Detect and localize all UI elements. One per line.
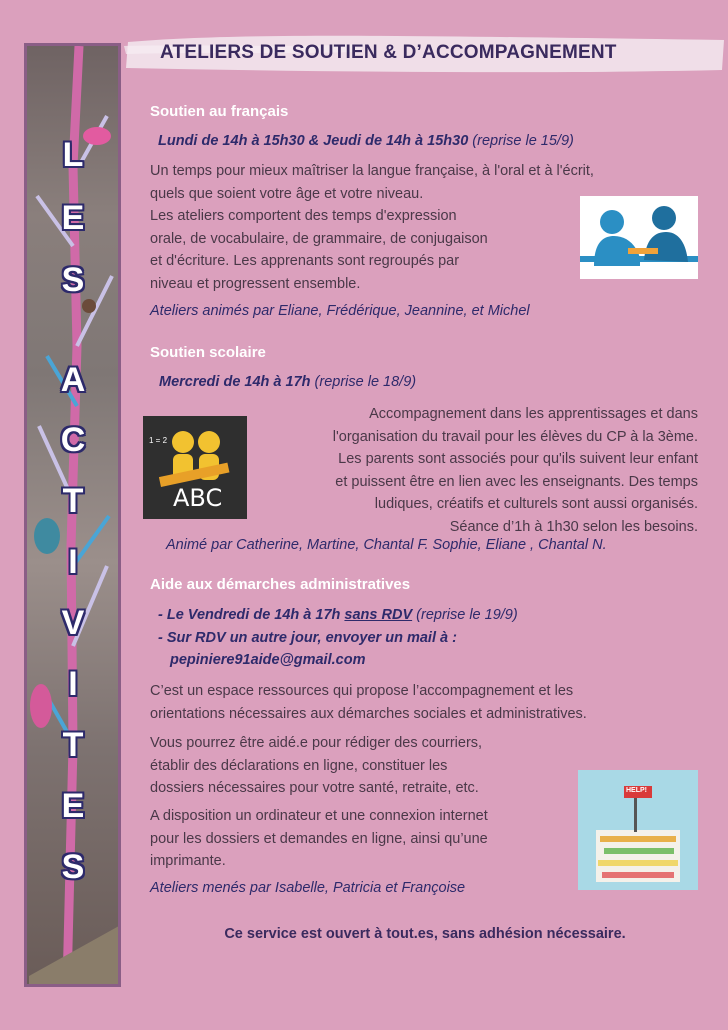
schedule-admin-vendredi [158, 607, 518, 623]
text-line: établir des déclarations en ligne, constituer les [150, 757, 448, 774]
text-line: dossiers nécessaires pour votre santé, retraite, etc. [150, 780, 479, 796]
text-line: orientations nécessaires aux démarches sociales et administratives. [150, 705, 587, 722]
sidebar-letter: I [68, 543, 78, 581]
text-line: ludiques, créatifs et culturels sont aussi organisés. [374, 496, 698, 512]
schedule-text: - Le Vendredi de 14h à 17h [158, 607, 341, 623]
text-line: Les ateliers comportent des temps d'expression [150, 208, 457, 224]
reprise-date: (reprise le 15/9) [472, 133, 574, 149]
admin-paragraph-1 [150, 680, 587, 725]
chalk-small-text: 1 = 2 [149, 436, 168, 445]
description-scolaire [250, 403, 698, 538]
text-line: imprimante. [150, 853, 226, 869]
sidebar-letter: S [61, 261, 85, 299]
reprise-date: (reprise le 19/9) [416, 607, 518, 623]
admin-paragraph-2 [150, 732, 482, 800]
sidebar-letter: T [62, 482, 84, 520]
sidebar-letter: V [61, 604, 85, 642]
text-line: l'organisation du travail pour les élèves du CP à la 3ème. [332, 428, 698, 445]
help-sign-text: HELP! [626, 787, 647, 794]
credit-admin: Ateliers menés par Isabelle, Patricia et Françoise [150, 880, 466, 896]
sidebar-letter: C [60, 421, 86, 459]
text-line: et d'écriture. Les apprenants sont regroupés par [150, 253, 460, 269]
schedule-francais [158, 133, 574, 149]
credit-francais: Ateliers animés par Eliane, Frédérique, Jeannine, et Michel [150, 303, 530, 319]
page-title: ATELIERS DE SOUTIEN & D’ACCOMPAGNEMENT [160, 42, 617, 63]
text-line: Vous pourrez être aidé.e pour rédiger des courriers, [150, 735, 483, 751]
text-line: pour les dossiers et demandes en ligne, ainsi qu’une [150, 830, 488, 847]
abc-chalkboard-image [143, 416, 247, 519]
sidebar-letter: A [60, 361, 86, 399]
admin-paragraph-3 [150, 805, 488, 873]
contact-email[interactable]: pepiniere91aide@gmail.com [170, 652, 366, 668]
section-heading-admin: Aide aux démarches administratives [150, 576, 411, 593]
text-line: Un temps pour mieux maîtriser la langue française, à l'oral et à l'écrit, [150, 163, 594, 179]
title-banner [124, 22, 724, 82]
credit-scolaire: Animé par Catherine, Martine, Chantal F. Sophie, Eliane , Chantal N. [166, 537, 607, 553]
description-francais [150, 160, 594, 295]
sidebar-letter: E [61, 199, 85, 237]
text-line: orale, de vocabulaire, de grammaire, de conjugaison [150, 230, 488, 247]
text-line: et puissent être en lien avec les enseignants. Des temps [335, 473, 698, 490]
sidebar-letter: E [61, 787, 85, 825]
chalk-abc-text: ABC [173, 484, 223, 512]
students-image [580, 196, 698, 279]
section-heading-scolaire: Soutien scolaire [150, 344, 266, 361]
text-line: Accompagnement dans les apprentissages et dans [369, 406, 698, 422]
text-line: A disposition un ordinateur et une connexion internet [150, 808, 488, 824]
text-line: Les parents sont associés pour qu'ils suivent leur enfant [338, 451, 698, 467]
text-line: C’est un espace ressources qui propose l’accompagnement et les [150, 683, 574, 699]
sidebar-photo [24, 43, 121, 987]
schedule-text: Lundi de 14h à 15h30 & Jeudi de 14h à 15h30 [158, 133, 469, 149]
footer-note: Ce service est ouvert à tout.es, sans adhésion nécessaire. [224, 926, 626, 942]
reprise-date: (reprise le 18/9) [314, 374, 417, 390]
schedule-scolaire [159, 374, 416, 390]
text-line: Séance d’1h à 1h30 selon les besoins. [449, 518, 698, 535]
sidebar-letter: I [68, 665, 78, 703]
sans-rdv-text: sans RDV [344, 607, 413, 623]
paperwork-image [578, 770, 698, 890]
studying-people-icon [580, 196, 698, 279]
sidebar-letter: T [62, 726, 84, 764]
sidebar-letter: S [61, 848, 85, 886]
schedule-admin-rdv: - Sur RDV un autre jour, envoyer un mail à : [158, 630, 457, 646]
sidebar-letter: L [62, 136, 84, 174]
section-heading-francais: Soutien au français [150, 103, 289, 120]
schedule-text: Mercredi de 14h à 17h [159, 374, 311, 390]
text-line: quels que soient votre âge et votre niveau. [150, 185, 424, 202]
text-line: niveau et progressent ensemble. [150, 275, 361, 292]
